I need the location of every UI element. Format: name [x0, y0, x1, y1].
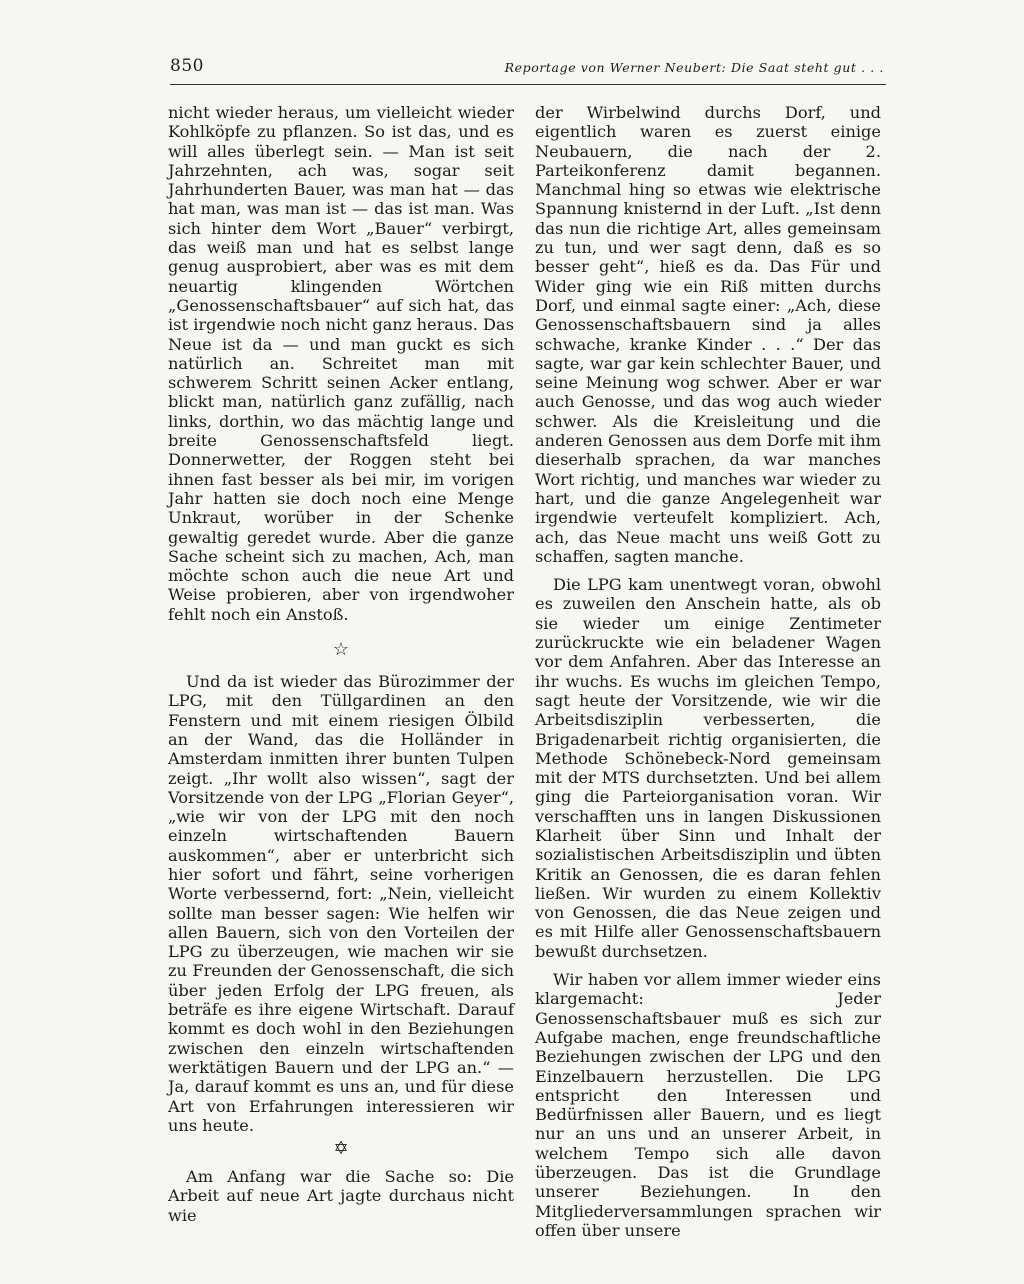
paragraph: der Wirbelwind durchs Dorf, und eigentlich waren es zuerst einige Neubauern, die nach der 2. Parteikonferenz damit begannen. Manchmal hing so etwas wie elektrische Spannung knisternd in der Luft. „Ist denn das nun die richtige Art, alles gemeinsam zu tun, und wer sagt denn, daß es so besser geht“, hieß es da. Das Für und Wider ging wie ein Riß mitten durchs Dorf, und einmal sagte einer: „Ach, diese Genossenschaftsbauern sind ja alles schwache, kranke Kinder . . .“ Der das sagte, war gar kein schlechter Bauer, und seine Meinung wog schwer. Aber er war auch Genosse, und das wog auch wieder schwer. Als die Kreisleitung und die anderen Genossen aus dem Dorfe mit ihm dieserhalb sprachen, da war manches Wort richtig, und manches war wieder zu hart, und die ganze Angelegenheit war irgendwie verteufelt kompliziert. Ach, ach, das Neue macht uns weiß Gott zu schaffen, sagten manche.: [535, 103, 881, 566]
running-title: Reportage von Werner Neubert: Die Saat steht gut . . .: [504, 60, 884, 75]
right-column: [535, 103, 881, 1240]
section-divider-star-icon: ✡: [333, 1138, 349, 1160]
left-column: [168, 103, 514, 1225]
page-header: [170, 54, 886, 85]
paragraph: nicht wieder heraus, um vielleicht wieder Kohlköpfe zu pflanzen. So ist das, und es will alles überlegt sein. — Man ist seit Jahrzehnten, ach was, sogar seit Jahrhunderten Bauer, was man hat — das hat man, was man ist — das ist man. Was sich hinter dem Wort „Bauer“ verbirgt, das weiß man und hat es selbst lange genug ausprobiert, aber was es mit dem neuartig klingenden Wörtchen „Genossenschaftsbauer“ auf sich hat, das ist irgendwie noch nicht ganz heraus. Das Neue ist da — und man guckt es sich natürlich an. Schreitet man mit schwerem Schritt seinen Acker entlang, blickt man, natürlich ganz zufällig, nach links, dorthin, wo das mächtig lange und breite Genossenschaftsfeld liegt. Donnerwetter, der Roggen steht bei ihnen fast besser als bei mir, im vorigen Jahr hatten sie doch noch eine Menge Unkraut, worüber in der Schenke gewaltig geredet wurde. Aber die ganze Sache scheint sich zu machen, Ach, man möchte schon auch die neue Art und Weise probieren, aber von irgendwoher fehlt noch ein Anstoß.: [168, 103, 514, 624]
paragraph: Die LPG kam unentwegt voran, obwohl es zuweilen den Anschein hatte, als ob sie wieder um einige Zentimeter zurückruckte wie ein beladener Wagen vor dem Anfahren. Aber das Interesse an ihr wuchs. Es wuchs im gleichen Tempo, sagt heute der Vorsitzende, wie wir die Arbeitsdisziplin verbesserten, die Brigadenarbeit richtig organisierten, die Methode Schönebeck-Nord gemeinsam mit der MTS durchsetzten. Und bei allem ging die Parteiorganisation voran. Wir verschafften uns in langen Diskussionen Klarheit über Sinn und Inhalt der sozialistischen Arbeitsdisziplin und übten Kritik an Genossen, die es daran fehlen ließen. Wir wurden zu einem Kollektiv von Genossen, die das Neue zeigen und es mit Hilfe aller Genossenschaftsbauern bewußt durchsetzen.: [535, 575, 881, 961]
paragraph: Und da ist wieder das Bürozimmer der LPG, mit den Tüllgardinen an den Fenstern und mit einem riesigen Ölbild an der Wand, das die Holländer in Amsterdam inmitten ihrer bunten Tulpen zeigt. „Ihr wollt also wissen“, sagt der Vorsitzende von der LPG „Florian Geyer“, „wie wir von der LPG mit den noch einzeln wirtschaftenden Bauern auskommen“, aber er unterbricht sich hier sofort und fährt, seine vorherigen Worte verbessernd, fort: „Nein, vielleicht sollte man besser sagen: Wie helfen wir allen Bauern, sich von den Vorteilen der LPG zu überzeugen, wie machen wir sie zu Freunden der Genossenschaft, die sich über jeden Erfolg der LPG freuen, als beträfe es ihre eigene Wirtschaft. Darauf kommt es doch wohl in den Beziehungen zwischen den einzeln wirtschaftenden werktätigen Bauern und der LPG an.“ — Ja, darauf kommt es uns an, und für diese Art von Erfahrungen interessieren wir uns heute.: [168, 672, 514, 1135]
paragraph: Am Anfang war die Sache so: Die Arbeit auf neue Art jagte durchaus nicht wie: [168, 1167, 514, 1225]
paragraph: Wir haben vor allem immer wieder eins klargemacht: Jeder Genossenschaftsbauer muß es sich zur Aufgabe machen, enge freundschaftliche Beziehungen zwischen der LPG und den Einzelbauern herzustellen. Die LPG entspricht den Interessen und Bedürfnissen aller Bauern, und es liegt nur an uns und an unserer Arbeit, in welchem Tempo sich alle davon überzeugen. Das ist die Grundlage unserer Beziehungen. In den Mitgliederversammlungen sprachen wir offen über unsere: [535, 970, 881, 1240]
page-number: 850: [170, 56, 204, 76]
section-divider-star-icon: ☆: [332, 639, 350, 661]
